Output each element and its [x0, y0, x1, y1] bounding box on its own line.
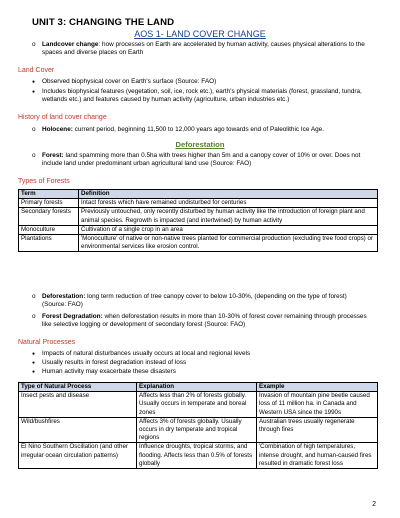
table-cell: Previously untouched, only recently disturbed by human activity like the introduction of foreign plant and animal species. Regrowth is impacted (and intertwined) by human activity	[79, 208, 378, 225]
natural-processes-table	[18, 382, 378, 469]
table-cell: Insect pests and disease	[19, 392, 137, 418]
filled-bullet-icon: ●	[32, 369, 36, 375]
natural-table-header	[19, 383, 378, 392]
page-subtitle: AOS 1- LAND COVER CHANGE	[134, 29, 266, 39]
table-cell: Affects 3% of forests globally. Usually occurs in dry temperate and tropical regions	[137, 417, 257, 443]
table-header-cell: Type of Natural Process	[19, 383, 137, 392]
holocene-term: Holocene:	[42, 126, 73, 133]
table-cell: Intact forests which have remained undisturbed for centuries	[79, 199, 378, 208]
table-header-cell: Definition	[79, 190, 378, 199]
table-row	[19, 443, 378, 469]
holocene-text: current period, beginning 11,500 to 12,000 years ago towards end of Paleolithic Ice Age.	[72, 126, 324, 133]
filled-bullet-icon: ●	[32, 89, 36, 95]
landcover-change-item	[32, 41, 372, 58]
deforestation-text: long term reduction of tree canopy cover to below 10-30%, (depending on the type of forest) (Source: FAO)	[42, 293, 347, 309]
table-header-cell: Term	[19, 190, 79, 199]
table-header-cell: Example	[257, 383, 378, 392]
hollow-bullet-icon: o	[32, 41, 36, 48]
forests-table-header	[19, 190, 378, 199]
table-cell: Secondary forests	[19, 208, 79, 225]
table-cell: Affects less than 2% of forests globally. Usually occurs in temperate and boreal zones	[137, 392, 257, 418]
table-cell: Primary forests	[19, 199, 79, 208]
table-cell: Invasion of mountain pine beetle caused loss of 11 million ha. in Canada and Western USA since the 1990s	[257, 392, 378, 418]
filled-bullet-icon: ●	[32, 79, 36, 85]
holocene-item	[32, 126, 372, 134]
natural-process-bullet: ● Usually results in forest degradation instead of loss	[32, 359, 187, 366]
page-title: UNIT 3: CHANGING THE LAND	[32, 17, 175, 28]
table-cell: Influence droughts, tropical storms, and flooding. Affects less than 0.5% of forests globally	[137, 443, 257, 469]
table-cell: 'Monoculture' of native or non-native trees planted for commercial production (excluding tree food crops) or environmental services like erosion control.	[79, 235, 378, 252]
table-cell: 'Combination of high temperatures, intense drought, and human-caused fires resulted in dramatic forest loss	[257, 443, 378, 469]
hollow-bullet-icon: o	[32, 126, 36, 133]
table-cell: Cultivation of a single crop in an area	[79, 225, 378, 234]
forest-term: Forest:	[42, 152, 64, 159]
deforestation-heading: Deforestation	[175, 140, 225, 149]
natural-process-bullet: ● Impacts of natural disturbances usually occurs at local and regional levels	[32, 350, 251, 357]
forest-degradation-item	[32, 313, 372, 330]
deforestation-term: Deforestation:	[42, 293, 86, 300]
natural-process-bullet: ● Human activity may exacerbate these disasters	[32, 368, 176, 375]
hollow-bullet-icon: o	[32, 152, 36, 159]
filled-bullet-icon: ●	[32, 351, 36, 357]
section-natural-processes: Natural Processes	[18, 339, 76, 346]
table-cell: Australian trees usually regenerate through fires	[257, 417, 378, 443]
forests-table	[18, 189, 378, 252]
section-history: History of land cover change	[18, 114, 107, 121]
table-row	[19, 208, 378, 225]
table-row	[19, 392, 378, 418]
forest-definition-item	[32, 152, 372, 169]
table-row	[19, 199, 378, 208]
land-cover-bullet: ● Observed biophysical cover on Earth's surface (Source: FAO)	[32, 78, 217, 85]
forest-degradation-term: Forest Degradation:	[42, 313, 103, 320]
hollow-bullet-icon: o	[32, 313, 36, 320]
table-cell: Monoculture	[19, 225, 79, 234]
landcover-change-text: : how processes on Earth are accelerated by human activity, causes physical alterations to the spaces and diverse places on Earth	[42, 41, 365, 57]
deforestation-definition-item	[32, 293, 372, 310]
table-cell: Wild/bushfires	[19, 417, 137, 443]
filled-bullet-icon: ●	[32, 360, 36, 366]
land-cover-bullet: ● Includes biophysical features (vegetation, soil, ice, rock etc.), earth's physical materials (forest, grassland, tundra, wetlands etc.) and features caused by human activity (agriculture, urban industries etc.)	[32, 88, 362, 104]
table-header-cell: Explanation	[137, 383, 257, 392]
table-cell: Plantations	[19, 235, 79, 252]
page-number: 2	[372, 501, 376, 508]
hollow-bullet-icon: o	[32, 293, 36, 300]
section-types-of-forests: Types of Forests	[18, 178, 70, 185]
landcover-change-term: Landcover change	[42, 41, 99, 48]
table-cell: El Nino Southern Oscillation (and other irregular ocean circulation patterns)	[19, 443, 137, 469]
table-row	[19, 235, 378, 252]
table-row	[19, 417, 378, 443]
section-land-cover: Land Cover	[18, 67, 55, 74]
forest-degradation-text: when deforestation results in more than 10-30% of forest cover remaining through processes like selective logging or development of secondary forest (Source: FAO)	[42, 313, 367, 329]
table-row	[19, 225, 378, 234]
forest-text: land spamming more than 0.5ha with trees higher than 5m and a canopy cover of 10% or over. Does not include land under predominant urban agricultural land use (Source: FAO)	[42, 152, 361, 168]
